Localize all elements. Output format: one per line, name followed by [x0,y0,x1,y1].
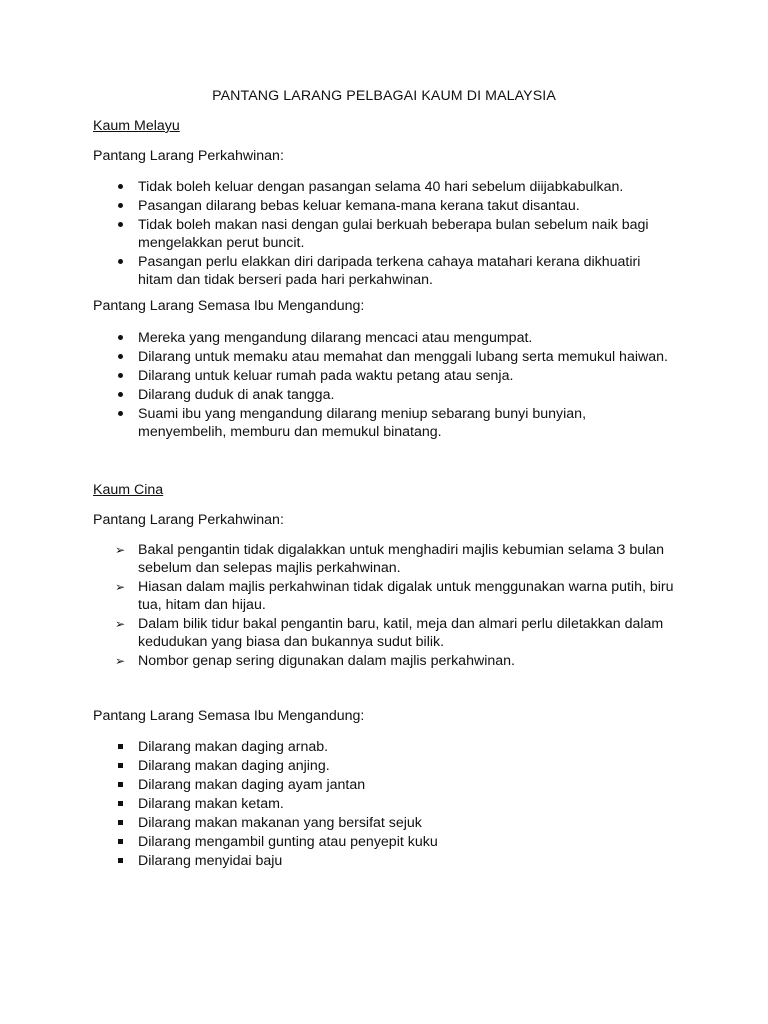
list-item-text: menyembelih, memburu dan memukul binatang. [138,424,442,440]
list-item [93,197,693,215]
list-item [93,776,693,794]
list-item-text: hitam dan tidak berseri pada hari perkahwinan. [138,272,433,288]
list-item-text: Nombor genap sering digunakan dalam majlis perkahwinan. [138,653,515,669]
arrow-bullet-icon: ➢ [114,654,126,668]
list-melayu-perkahwinan [93,178,693,290]
list-melayu-mengandung [93,329,693,442]
race-heading: Kaum Cina [93,482,164,498]
race-heading: Kaum Melayu [93,118,180,134]
arrow-bullet-icon: ➢ [114,543,126,557]
list-item-text: tua, hitam dan hijau. [138,597,266,613]
list-item-text: Suami ibu yang mengandung dilarang meniup sebarang bunyi bunyian, [138,406,587,422]
list-item [93,578,693,614]
list-item [93,253,693,289]
document-title: PANTANG LARANG PELBAGAI KAUM DI MALAYSIA [212,88,556,104]
list-item [93,367,693,385]
subheading-melayu-perkahwinan: Pantang Larang Perkahwinan: [93,148,284,164]
list-item [93,757,693,775]
list-item [93,652,693,670]
list-item [93,348,693,366]
list-item-text: kedudukan yang biasa dan bukannya sudut bilik. [138,634,445,650]
list-cina-perkahwinan [93,541,693,671]
list-item [93,329,693,347]
list-item-text: Bakal pengantin tidak digalakkan untuk menghadiri majlis kebumian selama 3 bulan [138,542,665,558]
list-item-text: Dilarang makan daging arnab. [138,739,329,755]
subheading-cina-mengandung: Pantang Larang Semasa Ibu Mengandung: [93,708,365,724]
subheading-melayu-mengandung: Pantang Larang Semasa Ibu Mengandung: [93,298,365,314]
list-item-text: sebelum dan selepas majlis perkahwinan. [138,560,401,576]
list-item [93,216,693,252]
list-item [93,833,693,851]
list-item-text: Dilarang menyidai baju [138,853,283,869]
list-item-text: Dilarang makan makanan yang bersifat sejuk [138,815,422,831]
list-cina-mengandung [93,738,693,871]
list-item [93,814,693,832]
list-item-text: Mereka yang mengandung dilarang mencaci atau mengumpat. [138,330,533,346]
list-item-text: Dilarang untuk keluar rumah pada waktu petang atau senja. [138,368,514,384]
arrow-bullet-icon: ➢ [114,580,126,594]
subheading-cina-perkahwinan: Pantang Larang Perkahwinan: [93,512,284,528]
list-item [93,795,693,813]
list-item-text: Tidak boleh keluar dengan pasangan selama 40 hari sebelum diijabkabulkan. [138,179,624,195]
list-item-text: Tidak boleh makan nasi dengan gulai berkuah beberapa bulan sebelum naik bagi [138,217,649,233]
list-item-text: Pasangan dilarang bebas keluar kemana-mana kerana takut disantau. [138,198,580,214]
list-item-text: mengelakkan perut buncit. [138,235,305,251]
list-item-text: Pasangan perlu elakkan diri daripada terkena cahaya matahari kerana dikhuatiri [138,254,641,270]
list-item-text: Dilarang makan daging ayam jantan [138,777,366,793]
section-heading-melayu [93,117,693,135]
list-item [93,405,693,441]
list-item [93,852,693,870]
list-item [93,615,693,651]
list-item [93,386,693,404]
list-item-text: Dilarang makan daging anjing. [138,758,330,774]
list-item-text: Dilarang untuk memaku atau memahat dan menggali lubang serta memukul haiwan. [138,349,668,365]
list-item-text: Dilarang duduk di anak tangga. [138,387,335,403]
list-item-text: Dilarang mengambil gunting atau penyepit kuku [138,834,438,850]
list-item [93,738,693,756]
list-item [93,541,693,577]
arrow-bullet-icon: ➢ [114,617,126,631]
list-item-text: Hiasan dalam majlis perkahwinan tidak digalak untuk menggunakan warna putih, biru [138,579,674,595]
list-item-text: Dalam bilik tidur bakal pengantin baru, katil, meja dan almari perlu diletakkan dalam [138,616,664,632]
list-item-text: Dilarang makan ketam. [138,796,284,812]
list-item [93,178,693,196]
section-heading-cina [93,481,693,499]
